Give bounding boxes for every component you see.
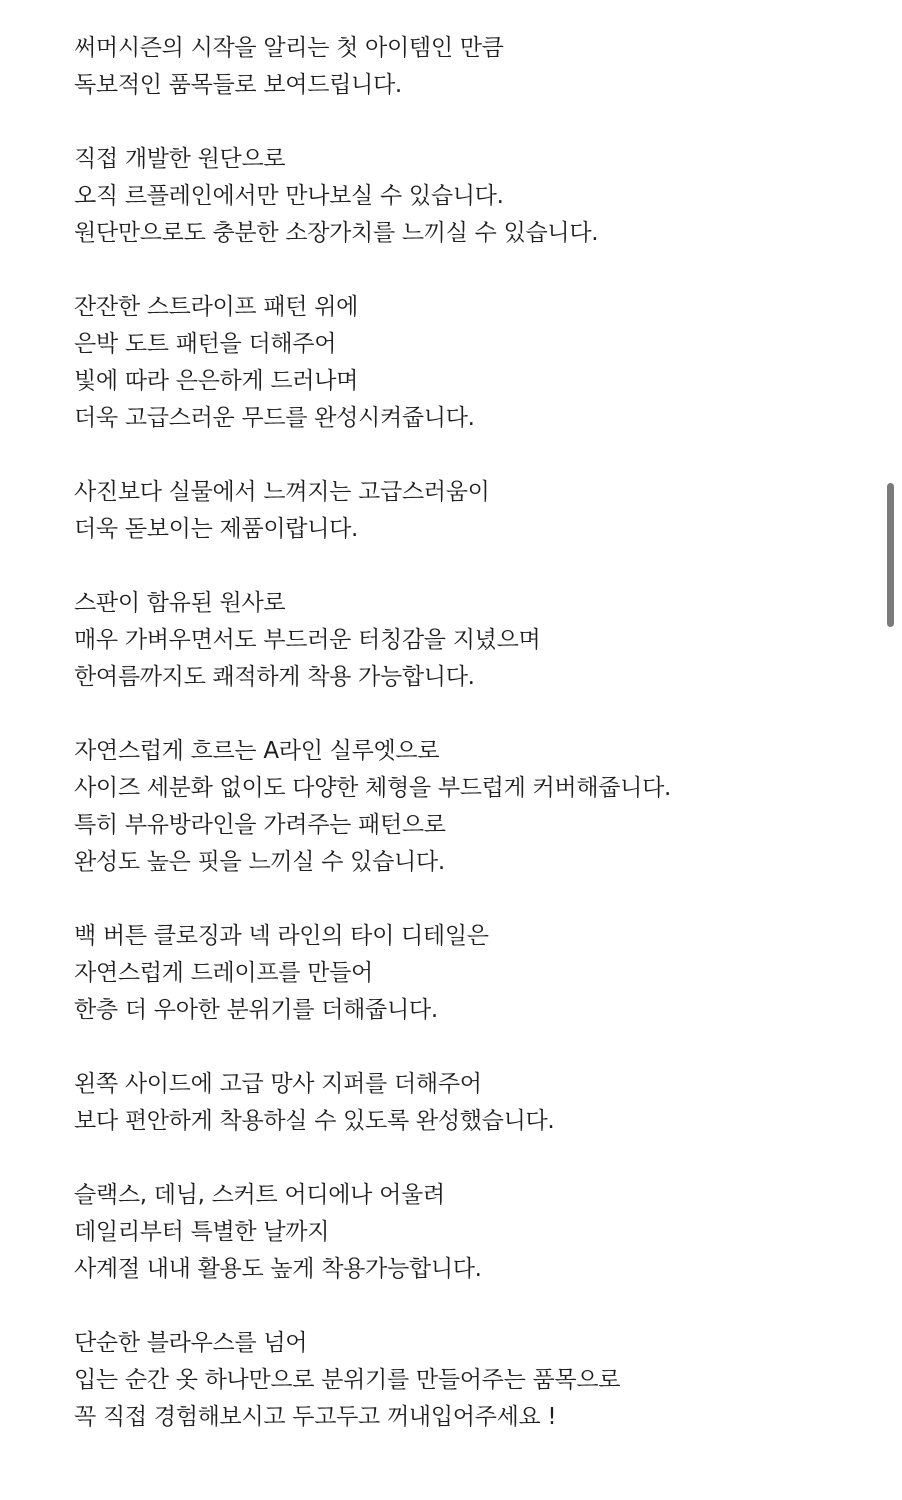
text-line: 더욱 고급스러운 무드를 완성시켜줍니다. [74, 405, 475, 431]
text-line: 왼쪽 사이드에 고급 망사 지퍼를 더해주어 [74, 1071, 482, 1097]
text-line: 꼭 직접 경험해보시고 두고두고 꺼내입어주세요 ! [74, 1404, 557, 1430]
paragraph-styling [74, 1177, 864, 1288]
text-line: 써머시즌의 시작을 알리는 첫 아이템인 만큼 [74, 35, 504, 61]
paragraph-zipper [74, 1066, 864, 1140]
text-line: 입는 순간 옷 하나만으로 분위기를 만들어주는 품목으로 [74, 1367, 621, 1393]
paragraph-quality [74, 474, 864, 548]
text-line: 잔잔한 스트라이프 패턴 위에 [74, 294, 359, 320]
scrollbar-track[interactable] [888, 0, 902, 1500]
text-line: 한여름까지도 쾌적하게 착용 가능합니다. [74, 664, 475, 690]
text-line: 사이즈 세분화 없이도 다양한 체형을 부드럽게 커버해줍니다. [74, 775, 672, 801]
paragraph-fabric [74, 141, 864, 252]
text-line: 스판이 함유된 원사로 [74, 590, 286, 616]
text-line: 사진보다 실물에서 느껴지는 고급스러움이 [74, 479, 490, 505]
text-line: 매우 가벼우면서도 부드러운 터칭감을 지녔으며 [74, 627, 541, 653]
text-line: 오직 르플레인에서만 만나보실 수 있습니다. [74, 183, 504, 209]
text-line: 슬랙스, 데님, 스커트 어디에나 어울려 [74, 1182, 445, 1208]
text-line: 데일리부터 특별한 날까지 [74, 1219, 330, 1245]
scrollbar-thumb[interactable] [887, 483, 894, 627]
text-line: 특히 부유방라인을 가려주는 패턴으로 [74, 812, 446, 838]
text-line: 보다 편안하게 착용하실 수 있도록 완성했습니다. [74, 1108, 555, 1134]
text-line: 한층 더 우아한 분위기를 더해줍니다. [74, 997, 438, 1023]
paragraph-pattern [74, 289, 864, 437]
paragraph-silhouette [74, 733, 864, 881]
product-description [74, 30, 864, 1473]
text-line: 단순한 블라우스를 넘어 [74, 1330, 308, 1356]
paragraph-intro [74, 30, 864, 104]
text-line: 자연스럽게 드레이프를 만들어 [74, 960, 373, 986]
paragraph-material [74, 585, 864, 696]
text-line: 은박 도트 패턴을 더해주어 [74, 331, 337, 357]
text-line: 원단만으로도 충분한 소장가치를 느끼실 수 있습니다. [74, 220, 599, 246]
paragraph-details [74, 918, 864, 1029]
text-line: 백 버튼 클로징과 넥 라인의 타이 디테일은 [74, 923, 489, 949]
text-line: 더욱 돋보이는 제품이랍니다. [74, 516, 359, 542]
text-line: 자연스럽게 흐르는 A라인 실루엣으로 [74, 738, 440, 764]
text-line: 독보적인 품목들로 보여드립니다. [74, 72, 402, 98]
text-line: 직접 개발한 원단으로 [74, 146, 286, 172]
text-line: 빛에 따라 은은하게 드러나며 [74, 368, 359, 394]
text-line: 완성도 높은 핏을 느끼실 수 있습니다. [74, 849, 445, 875]
paragraph-closing [74, 1325, 864, 1436]
text-line: 사계절 내내 활용도 높게 착용가능합니다. [74, 1256, 482, 1282]
